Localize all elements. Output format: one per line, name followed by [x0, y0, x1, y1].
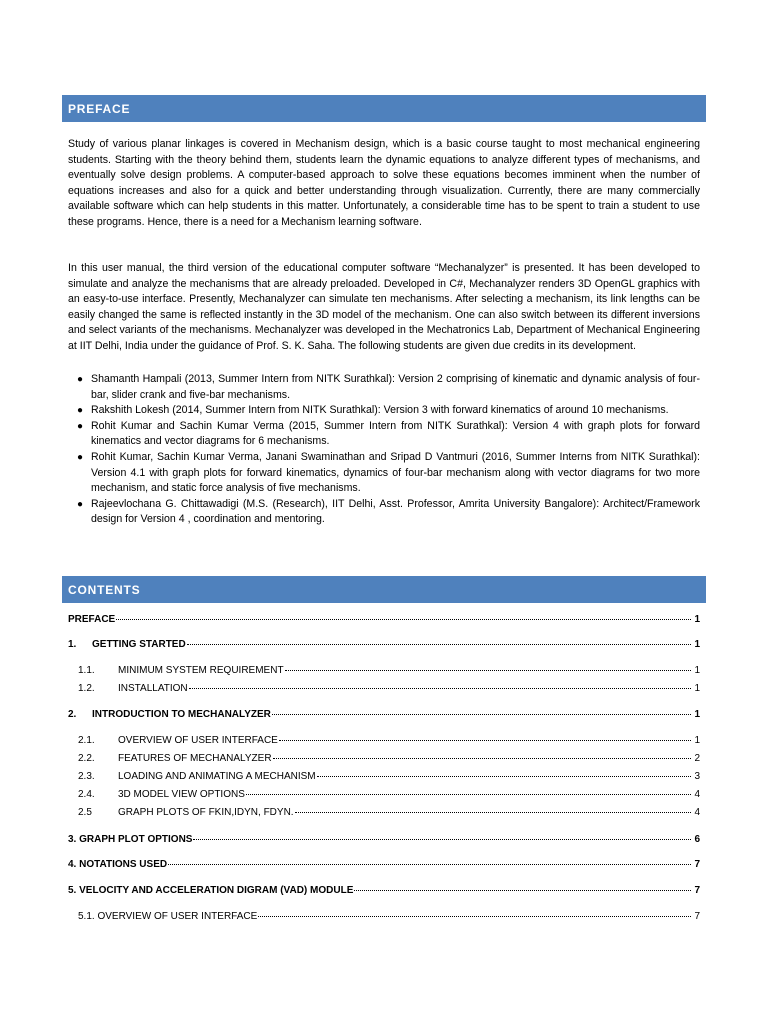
toc-page-number: 7 [694, 911, 700, 922]
toc-leader [246, 785, 691, 795]
toc-page-number: 7 [694, 859, 700, 870]
toc-leader [258, 907, 691, 917]
credit-item [68, 450, 700, 497]
toc-page-number: 1 [694, 709, 700, 720]
toc-leader [273, 749, 691, 759]
toc-leader [187, 635, 691, 645]
toc-entry[interactable] [78, 663, 700, 677]
toc-entry[interactable] [78, 681, 700, 695]
toc-page-number: 7 [694, 885, 700, 896]
preface-paragraph-1: Study of various planar linkages is covered in Mechanism design, which is a basic course taught to most mechanical engineering students. Starting with the theory behind them, students learn the dynamic equations to analyze different types of mechanisms, and eventually solve design problems. A computer-based approach to solve these equations becomes imminent when the number of equations increases and also for a quick and better understanding through visualization. Currently, there are many commercially available software which can help students in this matter. Unfortunately, a considerable time has to be spent to train a student to use these programs. Hence, there is a need for a Mechanism learning software. [68, 138, 700, 228]
toc-entry[interactable] [78, 733, 700, 747]
credit-text: Rakshith Lokesh (2014, Summer Intern from NITK Surathkal): Version 3 with forward kinematics of around 10 mechanisms. [91, 404, 669, 417]
toc-leader [272, 705, 691, 715]
toc-page-number: 2 [694, 753, 700, 764]
toc-leader [285, 661, 691, 671]
toc-entry[interactable] [68, 883, 700, 897]
toc-entry[interactable] [78, 751, 700, 765]
toc-number: 2.3. [78, 771, 95, 782]
toc-number: 1. [68, 639, 77, 650]
toc-leader [168, 855, 691, 865]
toc-entry[interactable] [78, 805, 700, 819]
toc-leader [317, 767, 691, 777]
toc-page-number: 1 [694, 735, 700, 746]
toc-leader [116, 610, 691, 620]
credits-list [68, 372, 700, 528]
preface-paragraph-2: In this user manual, the third version of the educational computer software “Mechanalyzer” is presented. It has been developed to simulate and analyze the mechanisms that are already preloaded. Developed in C#, Mechanalyzer renders 3D OpenGL graphics with an easy-to-use interface. Presently, Mechanalyzer can simulate ten mechanisms. After selecting a mechanism, its link lengths can be easily changed the same is reflected instantly in the 3D model of the mechanism. One can also switch between its different inversions and select variants of the mechanisms. Mechanalyzer was developed in the Mechatronics Lab, Department of Mechanical Engineering at IIT Delhi, India under the guidance of Prof. S. K. Saha. The following students are given due credits in its development. [68, 262, 700, 352]
toc-title: 5.1. OVERVIEW OF USER INTERFACE [78, 911, 258, 922]
toc-number: 1.1. [78, 665, 95, 676]
bullet-icon: ● [77, 374, 84, 385]
preface-heading: PREFACE [62, 95, 706, 122]
toc-title: LOADING AND ANIMATING A MECHANISM [118, 771, 316, 782]
credit-item [68, 403, 700, 419]
bullet-icon: ● [77, 405, 84, 417]
credit-item [68, 372, 700, 403]
toc-page-number: 4 [694, 789, 700, 800]
toc-title: MINIMUM SYSTEM REQUIREMENT [118, 665, 284, 676]
toc-title: OVERVIEW OF USER INTERFACE [118, 735, 278, 746]
toc-entry[interactable] [68, 857, 700, 871]
toc-page-number: 1 [694, 665, 700, 676]
toc-entry[interactable] [68, 832, 700, 846]
toc-leader [295, 803, 691, 813]
bullet-icon: ● [77, 420, 84, 432]
toc-entry[interactable] [78, 909, 700, 923]
toc-entry[interactable] [68, 612, 700, 626]
toc-title: INTRODUCTION TO MECHANALYZER [92, 709, 271, 720]
toc-number: 2.2. [78, 753, 95, 764]
toc-page-number: 4 [694, 807, 700, 818]
toc-page-number: 1 [694, 614, 700, 625]
toc-leader [189, 679, 691, 689]
toc-title: 4. NOTATIONS USED [68, 859, 168, 870]
toc-title: 3. GRAPH PLOT OPTIONS [68, 834, 193, 845]
toc-number: 2.1. [78, 735, 95, 746]
toc-leader [279, 731, 691, 741]
toc-title: PREFACE [68, 614, 116, 625]
toc-title: FEATURES OF MECHANALYZER [118, 753, 272, 764]
credit-text: Shamanth Hampali (2013, Summer Intern from NITK Surathkal): Version 2 comprising of kinematic and dynamic analysis of four-bar, slider crank and five-bar mechanisms. [91, 373, 700, 401]
toc-number: 2.4. [78, 789, 95, 800]
credit-text: Rohit Kumar, Sachin Kumar Verma, Janani Swaminathan and Sripad D Vantmuri (2016, Summer Interns from NITK Surathkal): Version 4.1 with graph plots for forward kinematics, dynamics of four-bar mechanism along with vector diagrams for two more mechanism, and static force analysis of five mechanisms. [91, 450, 700, 495]
toc-number: 2. [68, 709, 77, 720]
toc-page-number: 1 [694, 639, 700, 650]
toc-title: 5. VELOCITY AND ACCELERATION DIGRAM (VAD) MODULE [68, 885, 354, 896]
toc-title: INSTALLATION [118, 683, 188, 694]
toc-page-number: 3 [694, 771, 700, 782]
toc-entry[interactable] [68, 637, 700, 651]
credit-text: Rohit Kumar and Sachin Kumar Verma (2015, Summer Intern from NITK Surathkal): Version 4 with graph plots for forward kinematics and vector diagrams for 6 mechanisms. [91, 419, 700, 448]
toc-number: 2.5 [78, 807, 92, 818]
credit-item [68, 419, 700, 450]
toc-entry[interactable] [68, 707, 700, 721]
bullet-icon: ● [77, 498, 84, 510]
toc-title: 3D MODEL VIEW OPTIONS [118, 789, 245, 800]
toc-page-number: 1 [694, 683, 700, 694]
bullet-icon: ● [77, 451, 84, 463]
toc-page-number: 6 [694, 834, 700, 845]
toc-entry[interactable] [78, 769, 700, 783]
toc-leader [354, 881, 691, 891]
toc-title: GETTING STARTED [92, 639, 186, 650]
toc-number: 1.2. [78, 683, 95, 694]
credit-item [68, 497, 700, 528]
toc-leader [193, 830, 691, 840]
toc-entry[interactable] [78, 787, 700, 801]
toc-title: GRAPH PLOTS OF FKIN,IDYN, FDYN. [118, 807, 294, 818]
contents-heading: CONTENTS [62, 576, 706, 603]
credit-text: Rajeevlochana G. Chittawadigi (M.S. (Research), IIT Delhi, Asst. Professor, Amrita University Bangalore): Architect/Framework design for Version 4 , coordination and mentoring. [91, 497, 700, 526]
